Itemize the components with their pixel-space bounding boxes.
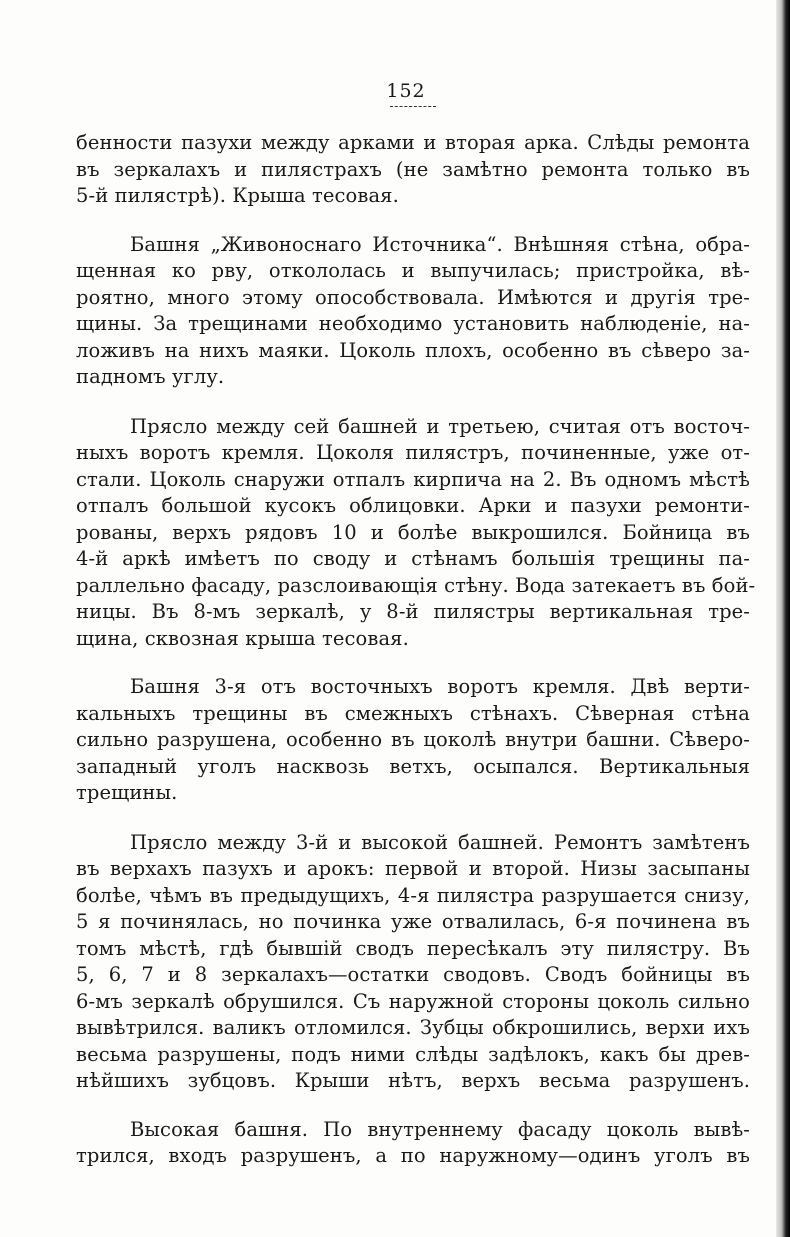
text-line: Прясло между 3-й и высокой башней. Ремонтъ замѣтенъ xyxy=(130,830,750,854)
paragraph xyxy=(76,1117,750,1170)
text-line: въ верхахъ пазухъ и арокъ: первой и второй. Низы засыпаны xyxy=(76,857,750,880)
text-line: кальныхъ трещины въ смежныхъ стѣнахъ. Сѣверная стѣна xyxy=(76,701,750,725)
text-line: весьма разрушены, подъ ними слѣды задѣлокъ, какъ бы древ- xyxy=(76,1042,750,1066)
page-number-rule xyxy=(390,106,436,107)
text-line: томъ мѣстѣ, гдѣ бывшій сводъ пересѣкалъ эту пилястру. Въ xyxy=(76,936,750,960)
text-line: щенная ко рву, откололась и выпучилась; пристройка, вѣ- xyxy=(76,259,750,282)
text-line: рованы, верхъ рядовъ 10 и болѣе выкрошился. Бойница въ xyxy=(76,520,750,544)
text-line: падномъ углу. xyxy=(76,365,225,388)
text-line: западный уголъ насквозь ветхъ, осыпался. Вертикальныя xyxy=(76,754,750,778)
text-line: трился, входъ разрушенъ, а по наружному—одинъ уголъ въ xyxy=(76,1144,750,1167)
text-line: стали. Цоколь снаружи отпалъ кирпича на 2. Въ одномъ мѣстѣ xyxy=(76,467,750,491)
text-line: щина, сквозная крыша тесовая. xyxy=(76,626,409,650)
text-line: трещины. xyxy=(76,781,178,804)
text-line: 6-мъ зеркалѣ обрушился. Съ наружной стороны цоколь сильно xyxy=(76,989,750,1013)
text-line: отпалъ большой кусокъ облицовки. Арки и пазухи ремонти- xyxy=(76,494,750,517)
text-line: 5 я починялась, но починка уже отвалилась, 6-я починена въ xyxy=(76,910,750,933)
text-line: ницы. Въ 8-мъ зеркалѣ, у 8-й пилястры вертикальная тре- xyxy=(76,600,750,623)
text-line: вывѣтрился. валикъ отломился. Зубцы обкрошились, верхи ихъ xyxy=(76,1016,750,1039)
text-line: нѣйшихъ зубцовъ. Крыши нѣтъ, верхъ весьма разрушенъ. xyxy=(76,1069,750,1092)
text-line: Башня 3-я отъ восточныхъ воротъ кремля. Двѣ верти- xyxy=(130,675,750,698)
text-line: въ зеркалахъ и пилястрахъ (не замѣтно ремонта только въ xyxy=(76,157,750,181)
text-line: ныхъ воротъ кремля. Цоколя пилястръ, починенные, уже от- xyxy=(76,441,750,464)
text-line: Высокая башня. По внутреннему фасаду цоколь вывѣ- xyxy=(130,1117,750,1141)
page-edge-shadow xyxy=(776,0,790,1237)
text-line: сильно разрушена, особенно въ цоколѣ внутри башни. Сѣверо- xyxy=(76,728,750,751)
text-line: 4-й аркѣ имѣетъ по своду и стѣнамъ большія трещины па- xyxy=(76,547,750,570)
text-line: 5, 6, 7 и 8 зеркалахъ—остатки сводовъ. Сводъ бойницы въ xyxy=(76,963,750,986)
text-body xyxy=(76,130,756,1170)
text-line: 5-й пилястрѣ). Крыша тесовая. xyxy=(76,184,399,207)
text-line: щины. За трещинами необходимо установить наблюденіе, на- xyxy=(76,312,750,335)
text-line: ложивъ на нихъ маяки. Цоколь плохъ, особенно въ сѣверо за- xyxy=(76,338,750,362)
paragraph xyxy=(76,674,750,807)
text-line: Башня „Живоноснаго Источника“. Внѣшняя стѣна, обра- xyxy=(130,232,750,256)
text-line: Прясло между сей башней и третьею, считая отъ восточ- xyxy=(130,414,750,438)
text-line: раллельно фасаду, разслоивающія стѣну. Вода затекаетъ въ бой- xyxy=(76,573,756,597)
paragraph xyxy=(76,130,750,210)
paragraph xyxy=(76,830,750,1095)
paragraph xyxy=(76,414,756,653)
text-line: болѣе, чѣмъ въ предыдущихъ, 4-я пилястра разрушается снизу, xyxy=(76,883,750,907)
text-line: бенности пазухи между арками и вторая арка. Слѣды ремонта xyxy=(76,131,750,154)
text-line: роятно, много этому опособствовала. Имѣются и другія тре- xyxy=(76,285,750,309)
page-number: 152 xyxy=(386,80,426,102)
paragraph xyxy=(76,232,750,391)
